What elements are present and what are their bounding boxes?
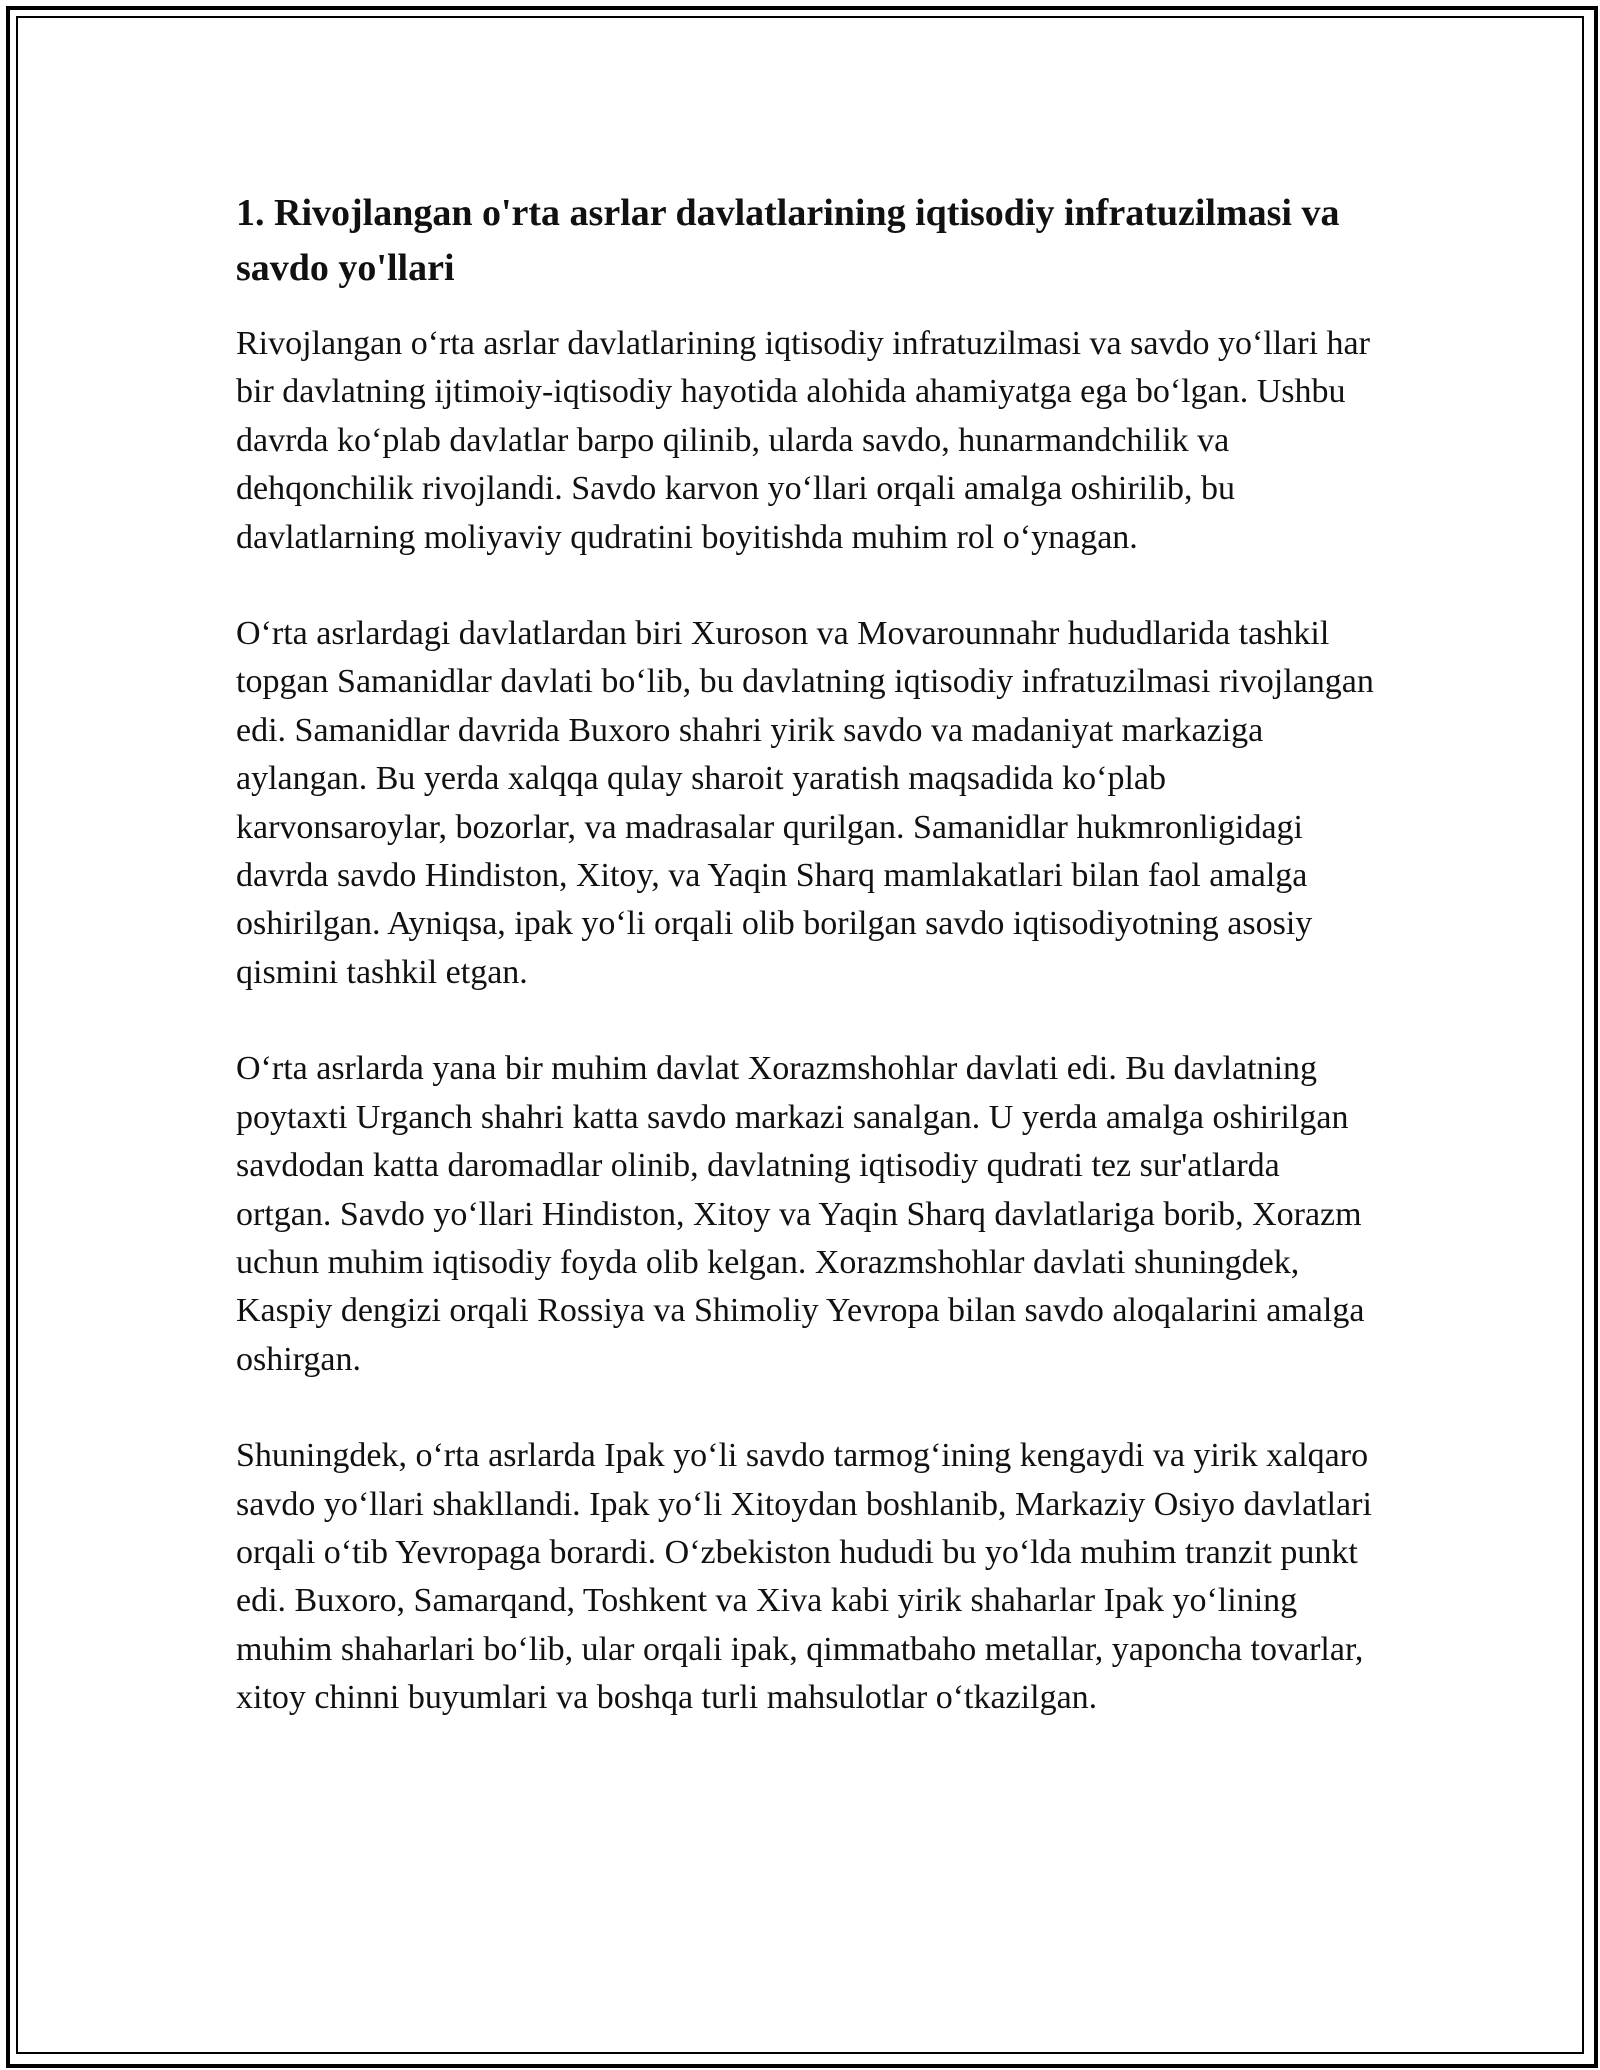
paragraph-3: O‘rta asrlarda yana bir muhim davlat Xorazmshohlar davlati edi. Bu davlatning poytaxti Urganch shahri katta savdo markazi sanalgan. U yerda amalga oshirilgan savdodan katta daromadlar olinib, davlatning iqtisodiy qudrati tez sur'atlarda ortgan. Savdo yo‘llari Hindiston, Xitoy va Yaqin Sharq davlatlariga borib, Xorazm uchun muhim iqtisodiy foyda olib kelgan. Xorazmshohlar davlati shuningdek, Kaspiy dengizi orqali Rossiya va Shimoliy Yevropa bilan savdo aloqalarini amalga oshirgan. (236, 1050, 1365, 1378)
paragraph-4: Shuningdek, o‘rta asrlarda Ipak yo‘li savdo tarmog‘ining kengaydi va yirik xalqaro savdo yo‘llari shakllandi. Ipak yo‘li Xitoydan boshlanib, Markaziy Osiyo davlatlari orqali o‘tib Yevropaga borardi. O‘zbekiston hududi bu yo‘lda muhim tranzit punkt edi. Buxoro, Samarqand, Toshkent va Xiva kabi yirik shaharlar Ipak yo‘lining muhim shaharlari bo‘lib, ular orqali ipak, qimmatbaho metallar, yaponcha tovarlar, xitoy chinni buyumlari va boshqa turli mahsulotlar o‘tkazilgan. (236, 1437, 1372, 1717)
paragraph-2: O‘rta asrlardagi davlatlardan biri Xuroson va Movarounnahr hududlarida tashkil topgan Samanidlar davlati bo‘lib, bu davlatning iqtisodiy infratuzilmasi rivojlangan edi. Samanidlar davrida Buxoro shahri yirik savdo va madaniyat markaziga aylangan. Bu yerda xalqqa qulay sharoit yaratish maqsadida ko‘plab karvonsaroylar, bozorlar, va madrasalar qurilgan. Samanidlar hukmronligidagi davrda savdo Hindiston, Xitoy, va Yaqin Sharq mamlakatlari bilan faol amalga oshirilgan. Ayniqsa, ipak yo‘li orqali olib borilgan savdo iqtisodiyotning asosiy qismini tashkil etgan. (236, 615, 1374, 991)
document-body (236, 186, 1382, 1771)
document-title: 1. Rivojlangan o'rta asrlar davlatlarining iqtisodiy infratuzilmasi va savdo yo'llari (236, 192, 1340, 289)
paragraph-1: Rivojlangan o‘rta asrlar davlatlarining iqtisodiy infratuzilmasi va savdo yo‘llari har bir davlatning ijtimoiy-iqtisodiy hayotida alohida ahamiyatga ega bo‘lgan. Ushbu davrda ko‘plab davlatlar barpo qilinib, ularda savdo, hunarmandchilik va dehqonchilik rivojlandi. Savdo karvon yo‘llari orqali amalga oshirilib, bu davlatlarning moliyaviy qudratini boyitishda muhim rol o‘ynagan. (236, 325, 1370, 556)
